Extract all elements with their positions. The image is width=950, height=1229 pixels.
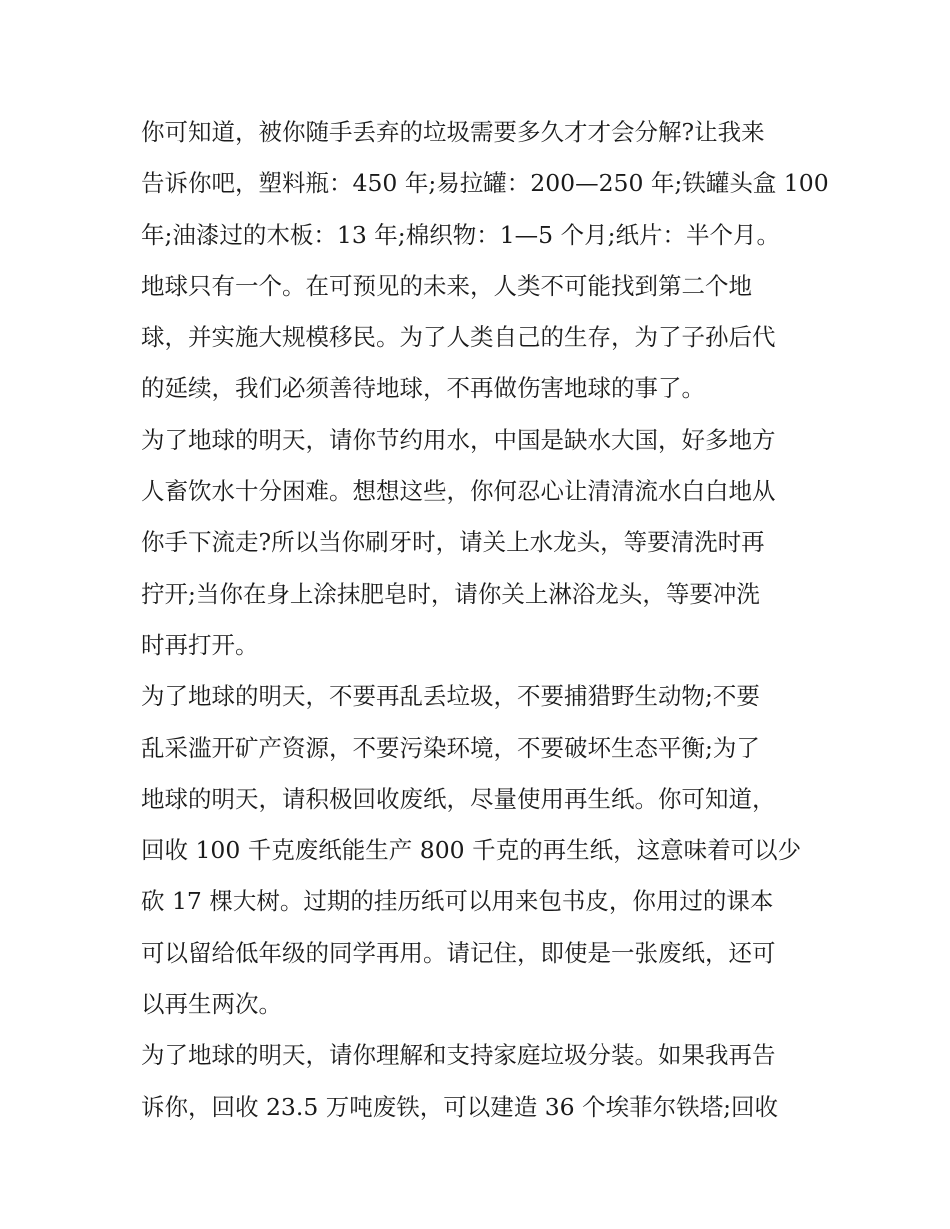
text-line: 为了地球的明天，请你理解和支持家庭垃圾分装。如果我再告 <box>141 1041 776 1070</box>
text-line: 告诉你吧，塑料瓶：450 年;易拉罐：200—250 年;铁罐头盒 100 <box>141 169 829 198</box>
text-line: 可以留给低年级的同学再用。请记住，即使是一张废纸，还可 <box>141 938 776 967</box>
text-line: 回收 100 千克废纸能生产 800 千克的再生纸，这意味着可以少 <box>141 836 802 865</box>
text-line: 你手下流走?所以当你刷牙时，请关上水龙头，等要清洗时再 <box>141 528 765 557</box>
text-line: 球，并实施大规模移民。为了人类自己的生存，为了子孙后代 <box>141 323 776 352</box>
text-line: 时再打开。 <box>141 630 259 659</box>
text-line: 砍 17 棵大树。过期的挂历纸可以用来包书皮，你用过的课本 <box>141 887 774 916</box>
text-line: 乱采滥开矿产资源，不要污染环境，不要破坏生态平衡;为了 <box>141 733 760 762</box>
text-line: 地球的明天，请积极回收废纸，尽量使用再生纸。你可知道， <box>141 784 776 813</box>
text-line: 诉你，回收 23.5 万吨废铁，可以建造 36 个埃菲尔铁塔;回收 <box>141 1092 779 1121</box>
text-line: 人畜饮水十分困难。想想这些，你何忍心让清清流水白白地从 <box>141 477 776 506</box>
text-line: 以再生两次。 <box>141 990 282 1019</box>
text-line: 地球只有一个。在可预见的未来，人类不可能找到第二个地 <box>141 271 752 300</box>
text-line: 拧开;当你在身上涂抹肥皂时，请你关上淋浴龙头，等要冲洗 <box>141 579 760 608</box>
text-line: 你可知道，被你随手丢弃的垃圾需要多久才才会分解?让我来 <box>141 118 765 146</box>
text-line: 为了地球的明天，不要再乱丢垃圾，不要捕猎野生动物;不要 <box>141 682 760 711</box>
document-body <box>141 107 829 1133</box>
text-line: 年;油漆过的木板：13 年;棉织物：1—5 个月;纸片：半个月。 <box>141 220 780 249</box>
text-line: 的延续，我们必须善待地球，不再做伤害地球的事了。 <box>141 374 705 403</box>
text-line: 为了地球的明天，请你节约用水，中国是缺水大国，好多地方 <box>141 425 776 454</box>
